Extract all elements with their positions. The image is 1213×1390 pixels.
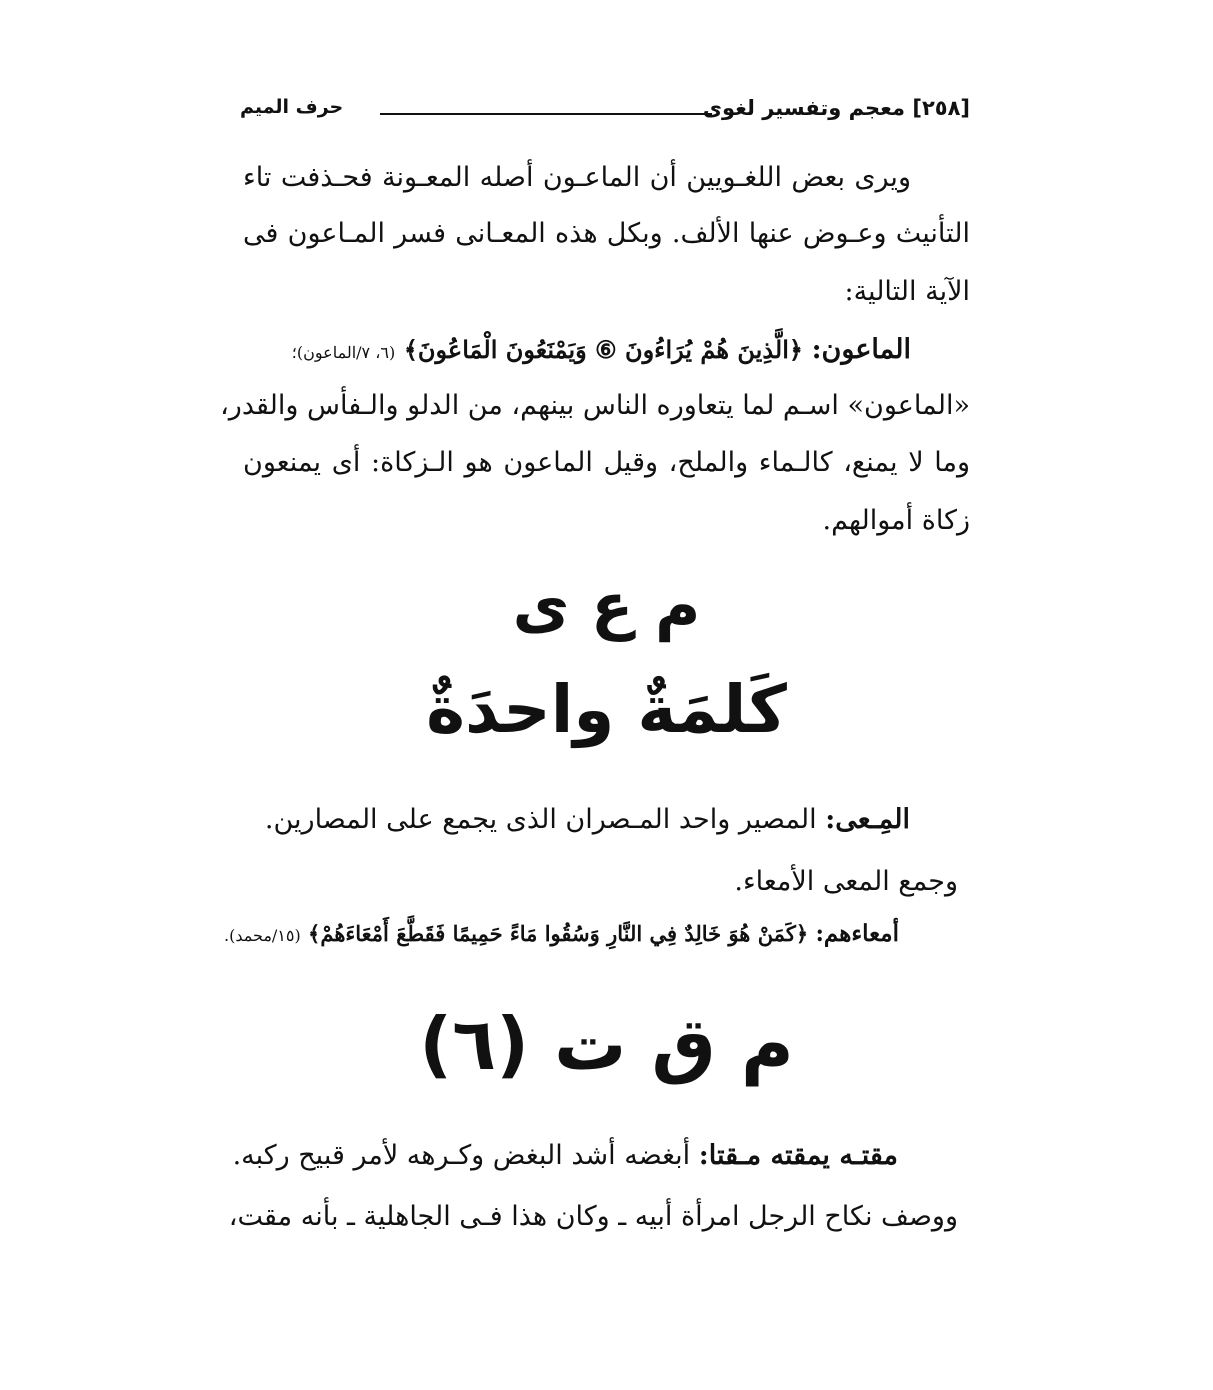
entry-amaahum (224, 914, 899, 956)
paragraph-line: «الماعون» اسـم لما يتعاوره الناس بينهم، من الدلو والـفأس والقدر، (220, 390, 970, 421)
root-heading: م ع ى (512, 569, 701, 642)
root-subtitle: كَلمَةٌ واحدَةٌ (426, 671, 787, 748)
entry-maqt (230, 1136, 898, 1176)
entry-definition: المصير واحد المـصران الذى يجمع على المصارين. (264, 804, 817, 835)
entry-mia (230, 800, 910, 840)
verse-reference: (١٥/محمد). (224, 926, 301, 945)
running-header (240, 96, 970, 126)
paragraph-line: وجمع المعى الأمعاء. (734, 866, 958, 897)
quran-verse: ﴿كَمَنْ هُوَ خَالِدٌ فِي النَّارِ وَسُقُوا مَاءً حَمِيمًا فَقَطَّعَ أَمْعَاءَهُمْ﴾ (308, 921, 809, 946)
book-title-with-page-number: [٢٥٨] معجم وتفسير لغوى (702, 96, 970, 120)
entry-maun (243, 330, 911, 373)
entry-definition: أبغضه أشد البغض وكـرهه لأمر قبيح ركبه. (232, 1140, 691, 1171)
section-title: حرف الميم (240, 96, 344, 118)
paragraph-line: زكاة أموالهم. (822, 505, 970, 536)
paragraph-line: الآية التالية: (844, 276, 970, 307)
quran-verse: ﴿الَّذِينَ هُمْ يُرَاءُونَ ⑥ وَيَمْنَعُونَ الْمَاعُونَ﴾ (403, 335, 803, 364)
entry-term: المِـعى: (825, 804, 910, 835)
entry-term: الماعون: (811, 334, 911, 365)
header-rule (380, 113, 712, 115)
entry-term: أمعاءهم: (815, 920, 899, 947)
paragraph-line: ويرى بعض اللغـويين أن الماعـون أصله المعـونة فحـذفت تاء (243, 162, 911, 193)
root-heading: م ق ت (٦) (419, 1002, 794, 1086)
paragraph-line: ووصف نكاح الرجل امرأة أبيه ـ وكان هذا فـى الجاهلية ـ بأنه مقت، (228, 1201, 958, 1232)
paragraph-line: وما لا يمنع، كالـماء والملح، وقيل الماعون هو الـزكاة: أى يمنعون (243, 447, 970, 478)
verse-reference: (٦، ٧/الماعون)؛ (291, 343, 396, 362)
entry-term: مقتـه يمقته مـقتا: (698, 1140, 898, 1171)
paragraph-line: التأنيث وعـوض عنها الألف. وبكل هذه المعـانى فسر المـاعون فى (243, 218, 970, 249)
